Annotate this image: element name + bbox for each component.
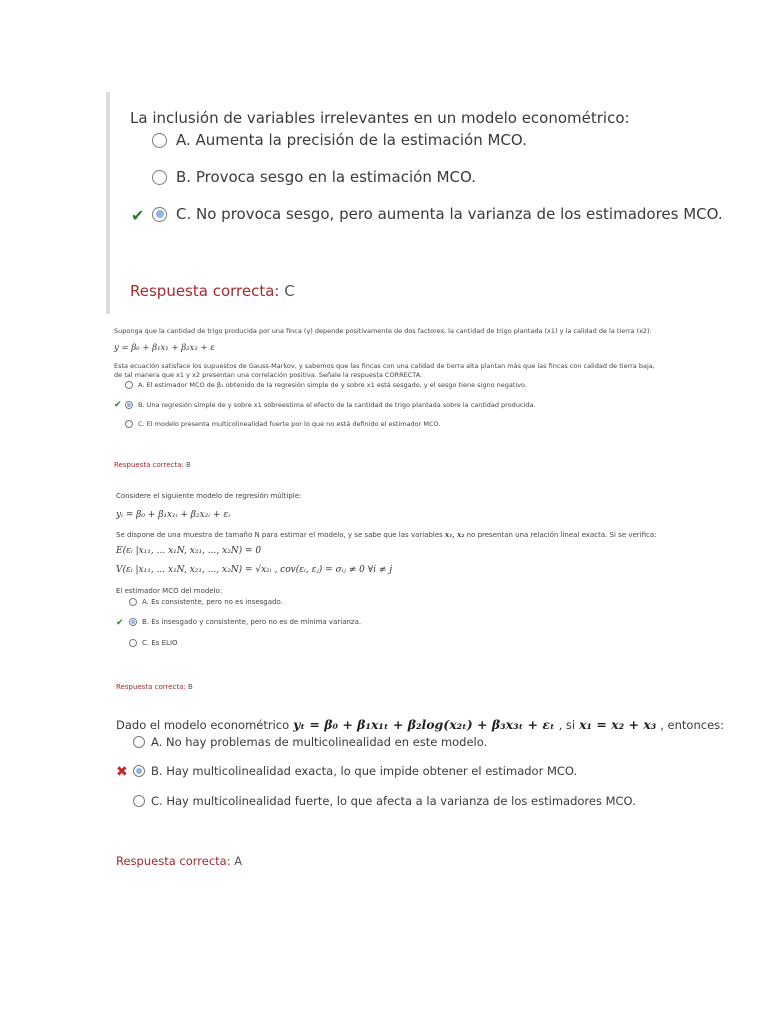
question-2-equation: y = β₀ + β₁x₁ + β₂x₂ + ε bbox=[114, 343, 215, 353]
radio-button[interactable] bbox=[152, 133, 167, 148]
option-label: B. Hay multicolinealidad exacta, lo que impide obtener el estimador MCO. bbox=[151, 764, 578, 778]
radio-button-selected[interactable] bbox=[125, 401, 133, 409]
option-label: C. El modelo presenta multicolinealidad fuerte por lo que no está definido el estimador MCO. bbox=[138, 420, 441, 428]
question-2-text-line-1: Esta ecuación satisface los supuestos de Gauss-Markov, y sabemos que las fincas con una calidad de tierra alta plantan más que las fincas con calidad de tierra baja, bbox=[114, 362, 655, 370]
question-3-equation: yᵢ = β₀ + β₁x₁ᵢ + β₂x₂ᵢ + εᵢ bbox=[116, 510, 231, 520]
question-4-option-a[interactable] bbox=[133, 735, 487, 749]
radio-button[interactable] bbox=[152, 170, 167, 185]
correct-answer bbox=[130, 282, 295, 300]
question-3-condition-2: V(εᵢ |x₁₁, ... x₁N, x₂₁, ..., x₂N) = √x₂ᵢ , cov(εᵢ, εⱼ) = σᵢⱼ ≠ 0 ∀i ≠ j bbox=[116, 565, 393, 575]
check-icon: ✔ bbox=[131, 206, 145, 225]
option-label: B. Es insesgado y consistente, pero no es de mínima varianza. bbox=[142, 618, 362, 626]
question-4-equation: yₜ = β₀ + β₁x₁ₜ + β₂log(x₂ₜ) + β₃x₃ₜ + εₜ bbox=[293, 717, 555, 732]
question-3-condition-1: E(εᵢ |x₁₁, ... x₁N, x₂₁, ..., x₂N) = 0 bbox=[116, 546, 262, 556]
radio-button-selected[interactable] bbox=[133, 765, 145, 777]
radio-button[interactable] bbox=[129, 598, 137, 606]
question-1-stem: La inclusión de variables irrelevantes en un modelo econométrico: bbox=[130, 109, 630, 127]
option-label: B. Provoca sesgo en la estimación MCO. bbox=[176, 168, 476, 186]
question-3-text-after: no presentan una relación lineal exacta. Si se verifica: bbox=[466, 531, 657, 539]
radio-button[interactable] bbox=[133, 736, 145, 748]
question-3-option-a[interactable] bbox=[129, 598, 283, 606]
question-3-variables: x₁, x₂ bbox=[445, 530, 465, 539]
question-2-option-b[interactable] bbox=[125, 401, 536, 409]
correct-answer-value: C bbox=[284, 282, 295, 300]
option-label: C. Hay multicolinealidad fuerte, lo que afecta a la varianza de los estimadores MCO. bbox=[151, 794, 636, 808]
correct-answer bbox=[114, 461, 191, 469]
correct-answer-label: Respuesta correcta: bbox=[116, 683, 186, 691]
radio-button-selected[interactable] bbox=[152, 207, 167, 222]
correct-answer-label: Respuesta correcta: bbox=[130, 282, 280, 300]
option-label: C. No provoca sesgo, pero aumenta la varianza de los estimadores MCO. bbox=[176, 205, 723, 223]
question-2-text-line-2: de tal manera que x1 y x2 presentan una correlación positiva. Señale la respuesta CORRECTA. bbox=[114, 371, 423, 379]
correct-answer bbox=[116, 683, 193, 691]
question-2-stem: Suponga que la cantidad de trigo producida por una finca (y) depende positivamente de dos factores, la cantidad de trigo plantada (x1) y la calidad de la tierra (x2): bbox=[114, 327, 652, 335]
option-label: A. El estimador MCO de β₁ obtenido de la regresión simple de y sobre x1 está sesgado, y el sesgo tiene signo negativo. bbox=[138, 381, 527, 389]
radio-button[interactable] bbox=[125, 381, 133, 389]
question-1-option-c[interactable] bbox=[152, 205, 723, 223]
correct-answer-value: B bbox=[186, 461, 191, 469]
option-label: A. No hay problemas de multicolinealidad en este modelo. bbox=[151, 735, 488, 749]
question-4-option-b[interactable] bbox=[133, 764, 577, 778]
question-2-option-a[interactable] bbox=[125, 381, 527, 389]
question-4-condition: x₁ = x₂ + x₃ bbox=[579, 717, 657, 732]
radio-button[interactable] bbox=[129, 639, 137, 647]
check-icon: ✔ bbox=[114, 400, 122, 410]
question-3-option-b[interactable] bbox=[129, 618, 361, 626]
question-4-stem-mid: , si bbox=[558, 718, 576, 732]
radio-button[interactable] bbox=[125, 420, 133, 428]
radio-button[interactable] bbox=[133, 795, 145, 807]
question-4-option-c[interactable] bbox=[133, 794, 636, 808]
question-1-left-border bbox=[106, 92, 110, 314]
correct-answer-label: Respuesta correcta: bbox=[114, 461, 184, 469]
option-label: A. Aumenta la precisión de la estimación MCO. bbox=[176, 131, 527, 149]
question-3-option-c[interactable] bbox=[129, 639, 178, 647]
correct-answer bbox=[116, 854, 242, 868]
correct-answer-value: A bbox=[234, 854, 243, 868]
option-label: A. Es consistente, pero no es insesgado. bbox=[142, 598, 283, 606]
question-3-text-before: Se dispone de una muestra de tamaño N para estimar el modelo, y se sabe que las variables bbox=[116, 531, 443, 539]
correct-answer-label: Respuesta correcta: bbox=[116, 854, 231, 868]
question-1-option-b[interactable] bbox=[152, 168, 476, 186]
cross-icon: ✖ bbox=[116, 764, 128, 780]
question-4-stem bbox=[116, 717, 724, 732]
question-1-option-a[interactable] bbox=[152, 131, 527, 149]
radio-button-selected[interactable] bbox=[129, 618, 137, 626]
question-4-stem-before: Dado el modelo econométrico bbox=[116, 718, 290, 732]
question-3-stem: Considere el siguiente modelo de regresión múltiple: bbox=[116, 492, 302, 500]
question-2-option-c[interactable] bbox=[125, 420, 440, 428]
question-4-stem-after: , entonces: bbox=[660, 718, 725, 732]
correct-answer-value: B bbox=[188, 683, 193, 691]
option-label: C. Es ELIO bbox=[142, 639, 178, 647]
question-3-text bbox=[116, 530, 657, 539]
option-label: B. Una regresión simple de y sobre x1 sobreestima el efecto de la cantidad de trigo plantada sobre la cantidad producida. bbox=[138, 401, 536, 409]
check-icon: ✔ bbox=[116, 618, 124, 628]
question-3-question: El estimador MCO del modelo: bbox=[116, 587, 223, 595]
